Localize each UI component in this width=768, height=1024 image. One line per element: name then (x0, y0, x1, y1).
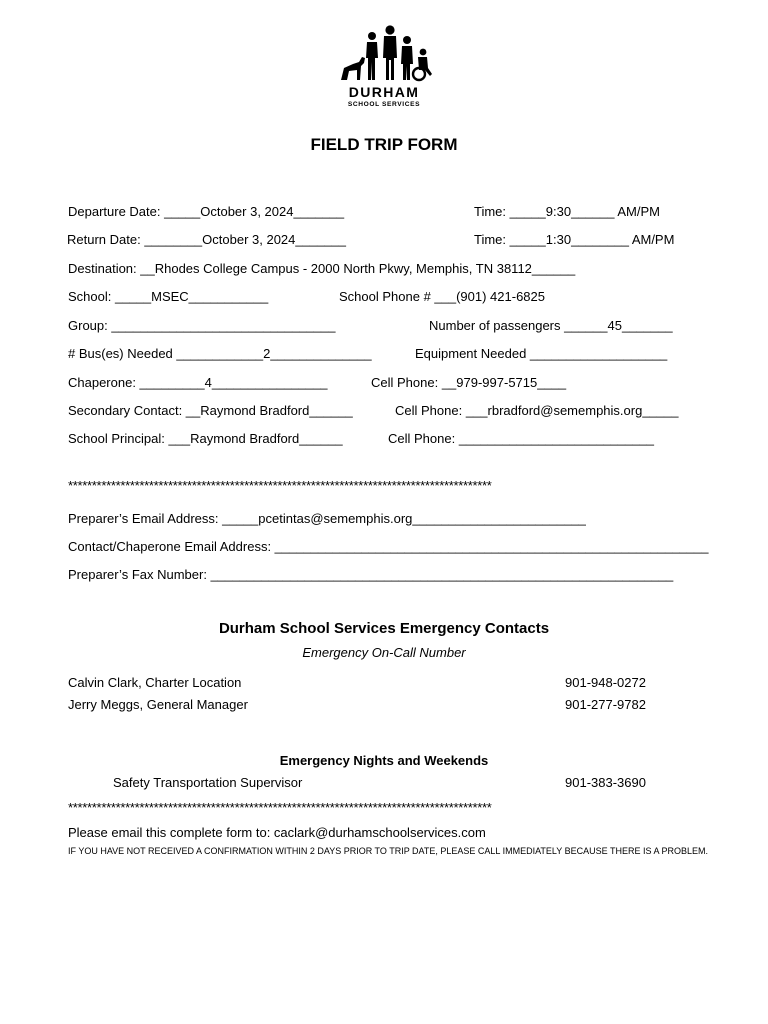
page-title: FIELD TRIP FORM (310, 135, 458, 154)
passengers-field[interactable]: Number of passengers ______45_______ (429, 318, 673, 333)
confirmation-notice: IF YOU HAVE NOT RECEIVED A CONFIRMATION WITHIN 2 DAYS PRIOR TO TRIP DATE, PLEASE CALL IMMEDIATELY BECAUSE THERE IS A PROBLEM. (68, 846, 708, 856)
brand-wordmark (330, 84, 438, 109)
nights-weekends-heading: Emergency Nights and Weekends (279, 753, 489, 768)
contact-phone: 901-277-9782 (565, 697, 646, 712)
contact-phone: 901-948-0272 (565, 675, 646, 690)
divider-top: ***************************************************************************************** (68, 478, 492, 493)
brand-name: DURHAM (348, 84, 420, 100)
departure-date-field[interactable]: Departure Date: _____October 3, 2024_______ (68, 204, 345, 219)
principal-cell-field[interactable]: Cell Phone: ___________________________ (388, 431, 655, 446)
preparer-fax-field[interactable]: Preparer’s Fax Number: ________________________________________________________________ (68, 567, 674, 582)
group-field[interactable]: Group: _______________________________ (68, 318, 336, 333)
secondary-cell-field[interactable]: Cell Phone: ___rbradford@sememphis.org_____ (395, 403, 679, 418)
family-silhouette-icon (335, 24, 433, 82)
emergency-subheading: Emergency On-Call Number (302, 645, 466, 660)
equipment-needed-field[interactable]: Equipment Needed ___________________ (415, 346, 668, 361)
chaperone-cell-field[interactable]: Cell Phone: __979-997-5715____ (371, 375, 567, 390)
destination-field[interactable]: Destination: __Rhodes College Campus - 2000 North Pkwy, Memphis, TN 38112______ (68, 261, 576, 276)
contact-name: Calvin Clark, Charter Location (68, 675, 242, 690)
buses-needed-field[interactable]: # Bus(es) Needed ____________2______________ (68, 346, 372, 361)
nights-contact-phone: 901-383-3690 (565, 775, 646, 790)
school-principal-field[interactable]: School Principal: ___Raymond Bradford______ (68, 431, 343, 446)
chaperone-field[interactable]: Chaperone: _________4________________ (68, 375, 328, 390)
school-phone-field[interactable]: School Phone # ___(901) 421-6825 (339, 289, 545, 304)
divider-bottom: ***************************************************************************************** (68, 800, 492, 815)
contact-name: Jerry Meggs, General Manager (68, 697, 248, 712)
durham-logo (330, 24, 438, 112)
emergency-heading: Durham School Services Emergency Contacts (218, 620, 550, 637)
nights-contact-name: Safety Transportation Supervisor (113, 775, 303, 790)
preparer-email-field[interactable]: Preparer’s Email Address: _____pcetintas@sememphis.org________________________ (68, 511, 586, 526)
departure-time-field[interactable]: Time: _____9:30______ AM/PM (474, 204, 660, 219)
return-date-field[interactable]: Return Date: ________October 3, 2024_______ (67, 232, 346, 247)
brand-subtitle: SCHOOL SERVICES (347, 101, 421, 108)
email-instruction: Please email this complete form to: caclark@durhamschoolservices.com (68, 825, 486, 840)
return-time-field[interactable]: Time: _____1:30________ AM/PM (474, 232, 675, 247)
school-field[interactable]: School: _____MSEC___________ (68, 289, 269, 304)
secondary-contact-field[interactable]: Secondary Contact: __Raymond Bradford______ (68, 403, 353, 418)
chaperone-email-field[interactable]: Contact/Chaperone Email Address: ____________________________________________________________ (68, 539, 709, 554)
